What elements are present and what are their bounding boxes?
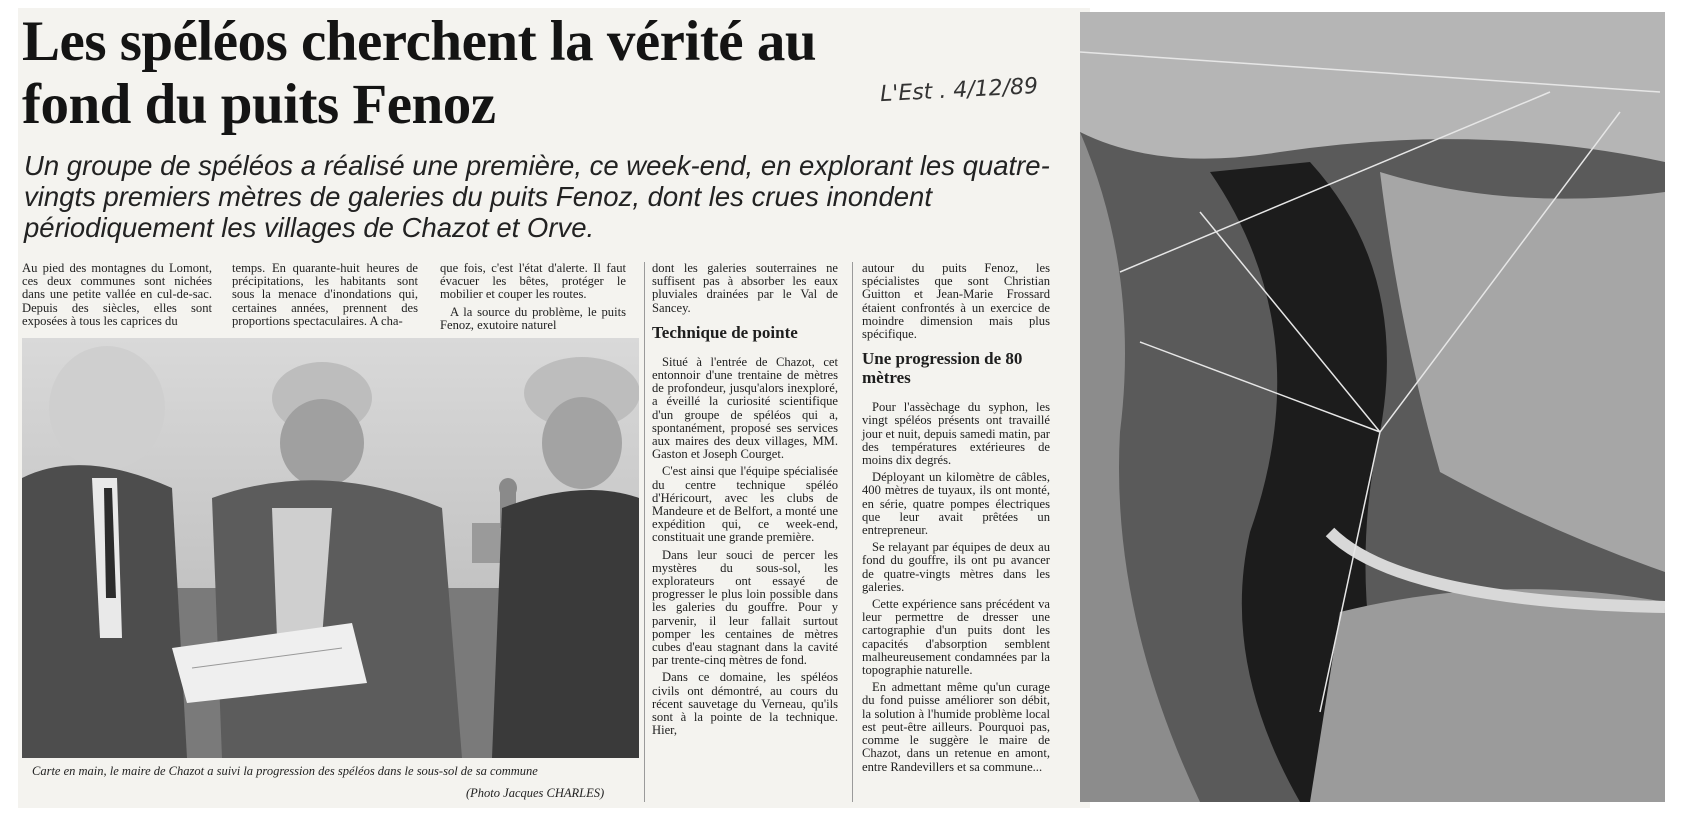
paragraph: temps. En quarante-huit heures de précipitations, les habitants sont sous la menace d'inondations qui, certaines années, prennent des proportions spectaculaires. A cha- — [232, 261, 418, 328]
paragraph: Dans leur souci de percer les mystères du sous-sol, les explorateurs ont essayé de progresser le plus loin possible dans les galeries du gouffre. Pour y parvenir, il leur fallait surtout pomper les centaines de mètres cubes d'eau stagnant dans la cavité par trente-cinq mètres de fond. — [652, 547, 838, 668]
paragraph: autour du puits Fenoz, les spécialistes que sont Christian Guitton et Jean-Marie Frossard étaient confrontés à un exercice de moindre dimension mais plus spécifique. — [862, 261, 1050, 342]
handwritten-note: L'Est . 4/12/89 — [879, 73, 1039, 108]
article-column-3 — [440, 262, 626, 336]
cave-photo — [1080, 12, 1665, 802]
section-heading: Technique de pointe — [652, 322, 798, 342]
paragraph: Au pied des montagnes du Lomont, ces deux communes sont nichées dans une petite vallée en cul-de-sac. Depuis des siècles, elles sont exposées à tous les caprices du — [22, 261, 212, 328]
paragraph: Dans ce domaine, les spéléos civils ont démontré, au cours du récent sauvetage du Verneau, qu'ils sont à la pointe de la technique. Hier, — [652, 670, 838, 738]
headline: Les spéléos cherchent la vérité au fond du puits Fenoz — [22, 10, 817, 136]
column-rule — [852, 262, 853, 802]
photo-credit: (Photo Jacques CHARLES) — [466, 786, 605, 800]
cavers-photo — [22, 338, 639, 758]
paragraph: C'est ainsi que l'équipe spécialisée du centre technique spéléo d'Héricourt, avec les clubs de Mandeure et de Belfort, a monté une expédition qui, ce week-end, constituait une grande première. — [652, 464, 838, 545]
article-column-1 — [22, 262, 212, 332]
photo-caption: Carte en main, le maire de Chazot a suivi la progression des spéléos dans le sous-sol de sa commune — [32, 764, 538, 778]
paragraph: En admettant même qu'un curage du fond puisse améliorer son débit, la solution à l'humide problème local est peut-être ailleurs. Pourquoi pas, comme le suggère le maire de Chazot, dans un retenue en amont, entre Randevillers et sa commune... — [862, 680, 1050, 774]
article-column-5 — [862, 262, 1050, 778]
paragraph: dont les galeries souterraines ne suffisent pas à absorber les eaux pluviales drainées par le Val de Sancey. — [652, 261, 838, 315]
subheadline: Un groupe de spéléos a réalisé une première, ce week-end, en explorant les quatre-vingts premiers mètres de galeries du puits Fenoz, dont les crues inondent périodiquement les villages de Chazot et Orve. — [24, 150, 1050, 243]
section-heading: Une progression de 80 mètres — [862, 349, 1023, 388]
paragraph: A la source du problème, le puits Fenoz, exutoire naturel — [440, 304, 626, 332]
paragraph: Se relayant par équipes de deux au fond du gouffre, ils ont pu avancer de quatre-vingts mètres dans les galeries. — [862, 540, 1050, 594]
paragraph: Déployant un kilomètre de câbles, 400 mètres de tuyaux, ils ont monté, en série, quatre pompes électriques que leur avait prêtées un entrepreneur. — [862, 470, 1050, 538]
paragraph: Cette expérience sans précédent va leur permettre de dresser une cartographie d'un puits dont les capacités d'absorption semblent malheureusement condamnées par la topographie naturelle. — [862, 597, 1050, 678]
paragraph: Situé à l'entrée de Chazot, cet entonnoir d'une trentaine de mètres de profondeur, jusqu'alors inexploré, a éveillé la curiosité scientifique d'un groupe de spéléos qui a, spontanément, proposé ses services aux maires des deux villages, MM. Gaston et Joseph Courget. — [652, 354, 838, 462]
paragraph: Pour l'assèchage du syphon, les vingt spéléos présents ont travaillé jour et nuit, depuis samedi matin, par des températures extérieures de moins dix degrés. — [862, 400, 1050, 468]
article-column-4 — [652, 262, 838, 742]
article-column-2 — [232, 262, 418, 332]
paragraph: que fois, c'est l'état d'alerte. Il faut évacuer les bêtes, protéger le mobilier et couper les routes. — [440, 261, 626, 302]
column-rule — [644, 262, 645, 802]
